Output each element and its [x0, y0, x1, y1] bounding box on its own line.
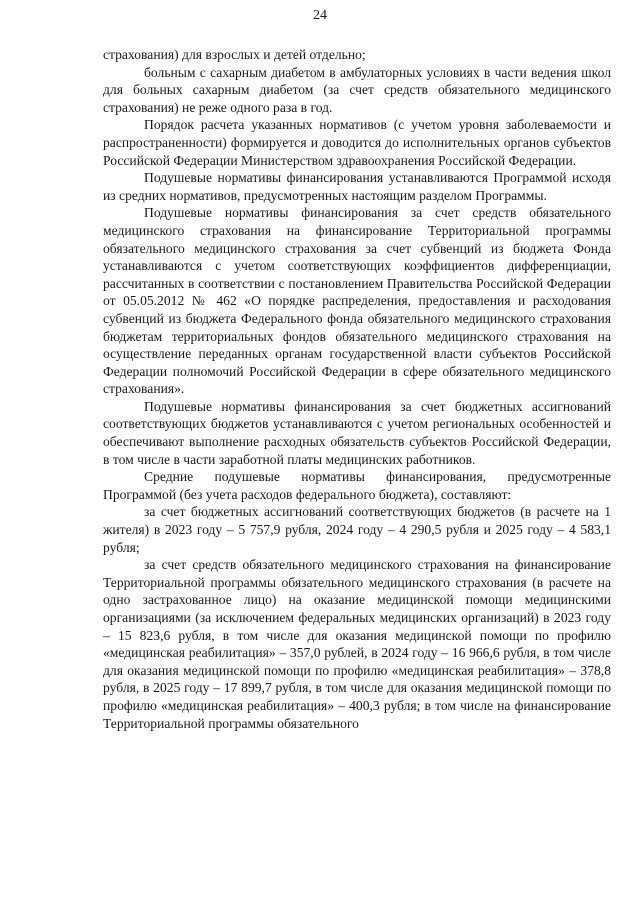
paragraph-8: за счет бюджетных ассигнований соответствующих бюджетов (в расчете на 1 жителя) в 2023 году – 5 757,9 рубля, 2024 году – 4 290,5 рубля и 2025 году – 4 583,1 рубля;: [103, 504, 611, 555]
paragraph-7: Средние подушевые нормативы финансирования, предусмотренные Программой (без учета расходов федерального бюджета), составляют:: [103, 469, 611, 502]
page-number: 24: [313, 8, 327, 23]
paragraph-1: страхования) для взрослых и детей отдельно;: [103, 47, 366, 62]
paragraph-4: Подушевые нормативы финансирования устанавливаются Программой исходя из средних нормативов, предусмотренных настоящим разделом Программы.: [103, 170, 611, 203]
paragraph-2: больным с сахарным диабетом в амбулаторных условиях в части ведения школ для больных сахарным диабетом (за счет средств обязательного медицинского страхования) не реже одного раза в год.: [103, 64, 611, 115]
paragraph-5: Подушевые нормативы финансирования за счет средств обязательного медицинского страхования на финансирование Территориальной программы обязательного медицинского страхования за счет субвенций из бюджета Фонда устанавливаются с учетом соответствующих коэффициентов дифференциации, рассчитанных в соответствии с постановлением Правительства Российской Федерации от 05.05.2012 № 462 «О порядке распределения, предоставления и расходования субвенций из бюджета Федерального фонда обязательного медицинского страхования бюджетам территориальных фондов обязательного медицинского страхования на осуществление переданных органам государственной власти субъектов Российской Федерации полномочий Российской Федерации в сфере обязательного медицинского страхования».: [103, 205, 611, 397]
paragraph-6: Подушевые нормативы финансирования за счет бюджетных ассигнований соответствующих бюджетов устанавливаются с учетом региональных особенностей и обеспечивают выполнение расходных обязательств субъектов Российской Федерации, в том числе в части заработной платы медицинских работников.: [103, 398, 611, 467]
document-body: [103, 46, 611, 732]
paragraph-9: за счет средств обязательного медицинского страхования на финансирование Территориальной программы обязательного медицинского страхования (в расчете на одно застрахованное лицо) на оказание медицинской помощи медицинскими организациями (за исключением федеральных медицинских организаций) в 2023 году – 15 823,6 рубля, в том числе для оказания медицинской помощи по профилю «медицинская реабилитация» – 357,0 рублей, в 2024 году – 16 966,6 рубля, в том числе для оказания медицинской помощи по профилю «медицинская реабилитация» – 378,8 рубля, в 2025 году – 17 899,7 рубля, в том числе для оказания медицинской помощи по профилю «медицинская реабилитация» – 400,3 рубля; в том числе на финансирование Территориальной программы обязательного: [103, 557, 611, 731]
paragraph-3: Порядок расчета указанных нормативов (с учетом уровня заболеваемости и распространенности) формируется и доводится до исполнительных органов субъектов Российской Федерации Министерством здравоохранения Российской Федерации.: [103, 117, 611, 168]
